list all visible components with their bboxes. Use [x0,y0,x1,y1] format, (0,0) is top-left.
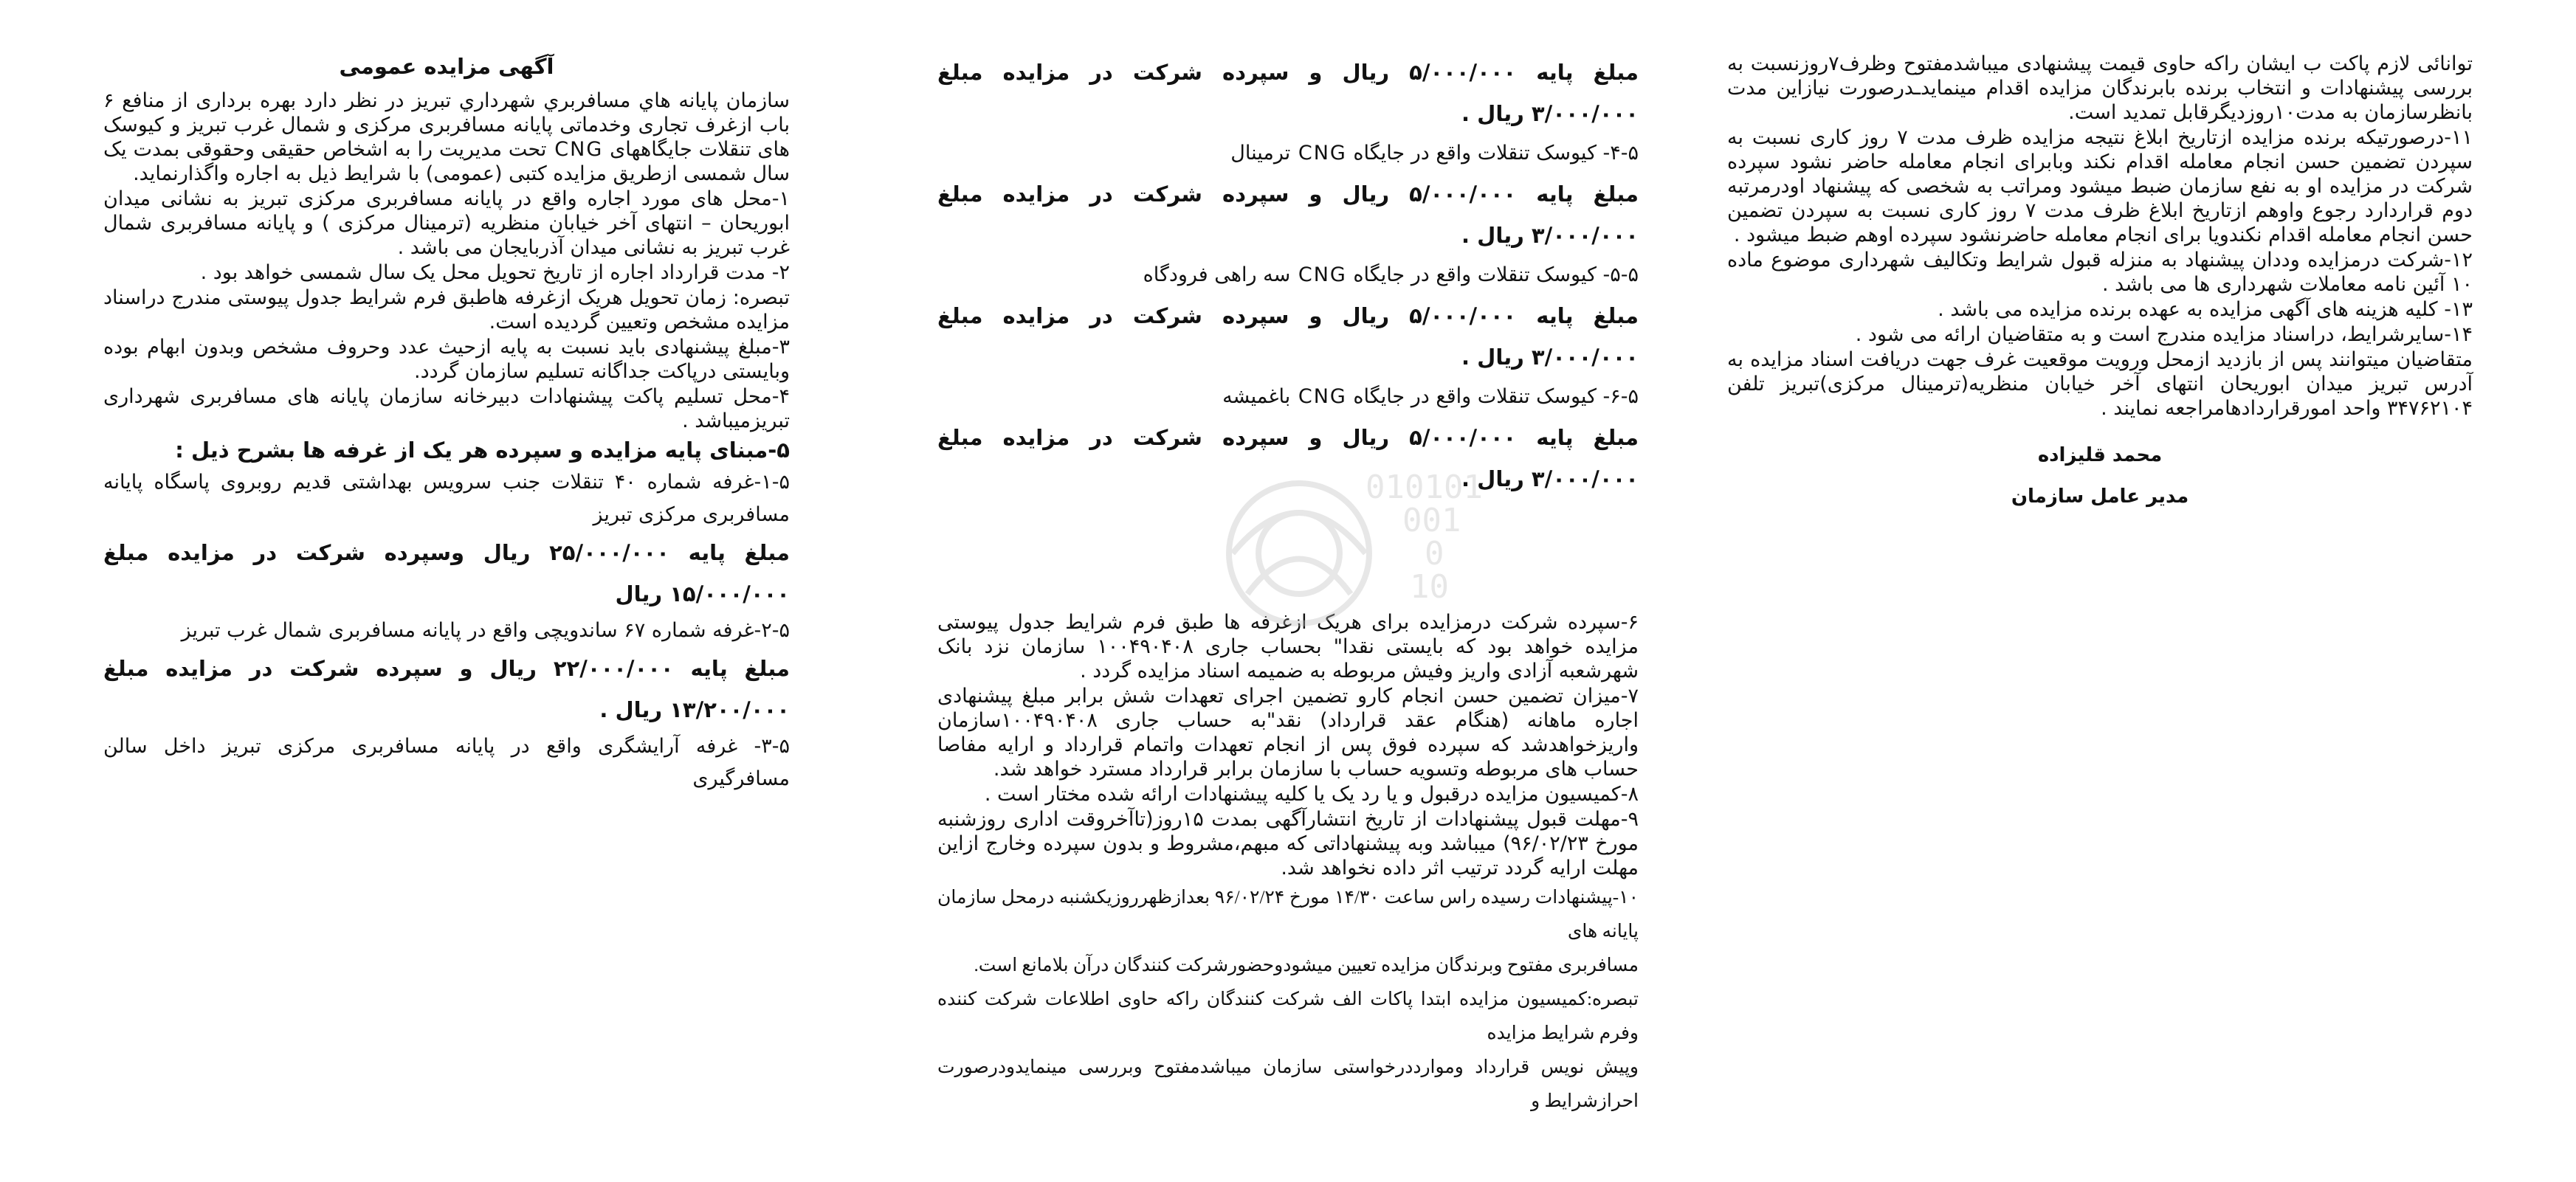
fine-line: مسافربری مفتوح وبرندگان مزایده تعیین میشودوحضورشرکت کنندگان درآن بلامانع است. [974,955,1639,975]
item-line: ۲-۵-غرفه شماره ۶۷ ساندویچی واقع در پایانه مسافربری شمال غرب تبریز [181,619,790,642]
paragraph: ۶-سپرده شرکت درمزایده برای هریک ازغرفه ها طبق فرم شرایط جدول پیوستی مزایده خواهد بود که بایستی نقدا" بحساب جاری ۱۰۰۴۹۰۴۰۸ سازمان نزد بانک شهرشعبه آزادی واریز وفیش مربوطه به ضمیمه اسناد مزایده گردد . [937,611,1639,682]
paragraph: ۱۳- کلیه هزینه های آگهی مزایده به عهده برنده مزایده می باشد . [1938,298,2473,321]
page-title: آگهی مزایده عمومی [339,54,554,79]
signature-name: محمد قلیزاده [2037,444,2163,466]
left-column [103,52,790,796]
price-line: مبلغ پایه ۵/۰۰۰/۰۰۰ ریال و سپرده شرکت در مزایده مبلغ ۳/۰۰۰/۰۰۰ ریال . [937,425,1639,491]
paragraph: ۸-کمیسیون مزایده درقبول و یا رد یک یا کلیه پیشنهادات ارائه شده مختار است . [984,783,1639,806]
paragraph: سازمان پایانه هاي مسافربري شهرداري تبريز در نظر دارد بهره برداری از منافع ۶ باب ازغرف تجاری وخدماتی پایانه مسافربری مرکزی و شمال غرب تبریز و کیوسک های تنقلات جایگاههای CNG تحت مدیریت را به اشخاص حقیقی وحقوقی بمدت یک سال شمسی ازطریق مزایده کتبی (عمومی) با شرایط ذیل به اجاره واگذارنماید. [103,89,790,185]
paragraph: تبصره: زمان تحویل هریک ازغرفه هاطبق فرم شرایط جدول پیوستی مندرج دراسناد مزایده مشخص وتعیین گردیده است. [103,286,790,333]
paragraph: متقاضیان میتوانند پس از بازدید ازمحل ورویت موقعیت غرف جهت دریافت اسناد مزایده به آدرس تبریز میدان ابوریحان انتهای آخر خیابان منظریه(ترمینال مرکزی)تبریز تلفن ۳۴۷۶۲۱۰۴ واحد امورقراردادهامراجعه نمایند . [1727,348,2473,420]
paragraph: ۱۴-سایرشرایط، دراسناد مزایده مندرج است و به متقاضیان ارائه می شود . [1855,323,2473,346]
watermark-logo [1181,443,1521,664]
watermark-digits: 001 [1402,502,1461,539]
paragraph: ۱۲-شرکت درمزایده وددان پیشنهاد به منزله قبول شرایط وتکالیف شهرداری موضوع ماده ۱۰ آئین نامه معاملات شهرداری ها می باشد . [1727,249,2473,296]
item-line: ۶-۵- کیوسک تنقلات واقع در جایگاه CNG باغمیشه [1222,385,1639,408]
paragraph: ۱-محل های مورد اجاره واقع در پایانه مسافربری مرکزی تبریز به نشانی میدان ابوریحان – انتهای آخر خیابان منظریه (ترمینال مرکزی ) و پایانه مسافربری شمال غرب تبریز به نشانی میدان آذربایجان می باشد . [103,187,790,259]
paragraph: ۷-میزان تضمین حسن انجام کارو تضمین اجرای تعهدات شش برابر مبلغ پیشنهادی اجاره ماهانه (هنگام عقد قرارداد) نقد"به حساب جاری ۱۰۰۴۹۰۴۰۸سازمان واریزخواهدشد که سپرده فوق پس از انجام تعهدات واتمام قرارداد و ارایه مفاصا حساب های مربوطه وتسویه حساب با سازمان برابر قرارداد مسترد خواهد شد. [937,685,1639,781]
watermark-digits: 010101 [1366,469,1483,506]
watermark-digits: 10 [1410,568,1449,606]
right-column [1727,52,2473,517]
paragraph: ۴-محل تسلیم پاکت پیشنهادات دبیرخانه سازمان پایانه های مسافربری شهرداری تبریزمیباشد . [103,385,790,432]
price-line: مبلغ پایه ۲۲/۰۰۰/۰۰۰ ریال و سپرده شرکت در مزایده مبلغ ۱۳/۲۰۰/۰۰۰ ریال . [103,656,790,722]
paragraph: ۳-مبلغ پیشنهادی باید نسبت به پایه ازحیث عدد وحروف مشخص وبدون ابهام بوده وبایستی درپاکت جداگانه تسلیم سازمان گردد. [103,336,790,383]
fine-line: تبصره:کمیسیون مزایده ابتدا پاکات الف شرکت کنندگان راکه حاوی اطلاعات شرکت کننده وفرم شرایط مزایده [937,989,1639,1043]
item-line: ۵-۵- کیوسک تنقلات واقع در جایگاه CNG سه راهی فرودگاه [1143,263,1639,286]
signature-title: مدیر عامل سازمان [2011,485,2189,508]
fine-line: وپیش نویس قرارداد وموارددرخواستی سازمان میباشدمفتوح وبررسی مینمایدودرصورت احرازشرایط و [937,1057,1639,1111]
paragraph: ۱۱-درصورتیکه برنده مزایده ازتاریخ ابلاغ نتیجه مزایده ظرف مدت ۷ روز کاری نسبت به سپردن تضمین حسن انجام معامله اقدام نکند وبابرای انجام معامله حاضر نشود سپرده شرکت در مزایده او به نفع سازمان ضبط میشود ومراتب به شخصی که پیشنهاد اودرمرتبه دوم قراردارد رجوع واوهم ازتاریخ ابلاغ ظرف مدت ۷ روز کاری نسبت به سپردن تضمین حسن انجام معامله اقدام نکندویا برای انجام معامله حاضرنشود سپرده اوهم ضبط میشود . [1727,126,2473,246]
item-line: ۱-۵-غرفه شماره ۴۰ تنقلات جنب سرویس بهداشتی قدیم روبروی پاسگاه پایانه مسافربری مرکزی تبریز [103,471,791,526]
price-line: مبلغ پایه ۲۵/۰۰۰/۰۰۰ ریال وسپرده شرکت در مزایده مبلغ ۱۵/۰۰۰/۰۰۰ ریال [103,540,791,606]
price-line: مبلغ پایه ۵/۰۰۰/۰۰۰ ریال و سپرده شرکت در مزایده مبلغ ۳/۰۰۰/۰۰۰ ریال . [937,303,1639,370]
paragraph: ۹-مهلت قبول پیشنهادات از تاریخ انتشارآگهی بمدت ۱۵روز(تاآخروقت اداری روزشنبه مورخ ۹۶/۰۲/۲۳) میباشد وبه پیشنهاداتی که مبهم،مشروط و بدون سپرده وخارج ازاین مهلت ارایه گردد ترتیب اثر داده نخواهد شد. [937,808,1639,879]
price-line: مبلغ پایه ۵/۰۰۰/۰۰۰ ریال و سپرده شرکت در مزایده مبلغ ۳/۰۰۰/۰۰۰ ریال . [937,182,1639,248]
section-title: ۵-مبنای پایه مزایده و سپرده هر یک از غرفه ها بشرح ذیل : [175,438,790,463]
item-line: ۴-۵- کیوسک تنقلات واقع در جایگاه CNG ترمینال [1230,142,1639,165]
paragraph: ۲- مدت قرارداد اجاره از تاریخ تحویل محل یک سال شمسی خواهد بود . [200,261,790,284]
fine-line: ۱۰-پیشنهادات رسیده راس ساعت ۱۴/۳۰ مورخ ۹۶/۰۲/۲۴ بعدازظهرروزیکشنبه درمحل سازمان پایانه های [937,888,1639,941]
watermark-digits: 0 [1425,535,1444,573]
item-line: ۳-۵- غرفه آرایشگری واقع در پایانه مسافربری مرکزی تبریز داخل سالن مسافرگیری [103,735,790,790]
paragraph: توانائی لازم پاکت ب ایشان راکه حاوی قیمت پیشنهادی میباشدمفتوح وظرف۷روزنسبت به بررسی پیشنهادات و انتخاب برنده بابرندگان مزایده اقدام مینمایدـدرصورت نیازاین مدت بانظرسازمان به مدت۱۰روزدیگرقابل تمدید است. [1727,52,2473,124]
price-line: مبلغ پایه ۵/۰۰۰/۰۰۰ ریال و سپرده شرکت در مزایده مبلغ ۳/۰۰۰/۰۰۰ ریال . [937,60,1639,126]
